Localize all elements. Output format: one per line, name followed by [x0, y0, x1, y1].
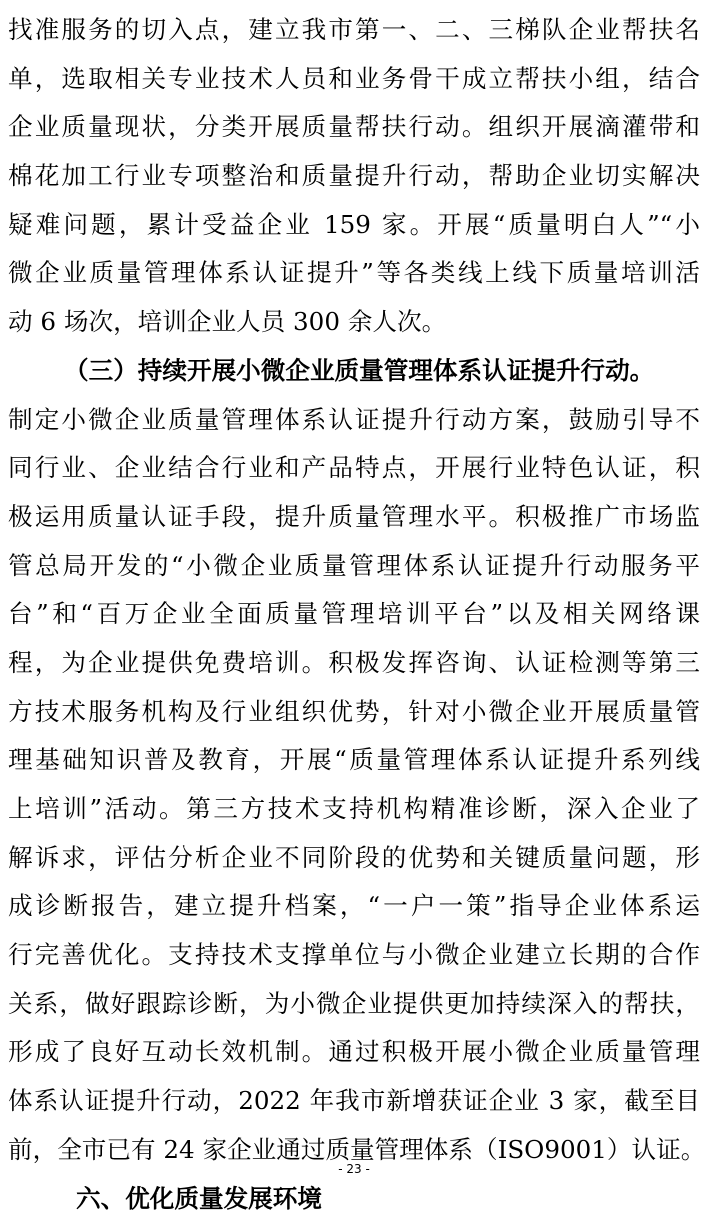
text-line: 上培训”活动。第三方技术支持机构精准诊断，深入企业了: [8, 785, 700, 834]
text-line: 台”和“百万企业全面质量管理培训平台”以及相关网络课: [8, 590, 700, 639]
subheading-3: （三）持续开展小微企业质量管理体系认证提升行动。: [8, 347, 700, 396]
text-line: 成诊断报告，建立提升档案，“一户一策”指导企业体系运: [8, 882, 700, 931]
text-line: 企业质量现状，分类开展质量帮扶行动。组织开展滴灌带和: [8, 103, 700, 152]
text-line: 微企业质量管理体系认证提升”等各类线上线下质量培训活: [8, 249, 700, 298]
document-body: [8, 6, 700, 1223]
text-line: 理基础知识普及教育，开展“质量管理体系认证提升系列线: [8, 736, 700, 785]
text-line: 棉花加工行业专项整治和质量提升行动，帮助企业切实解决: [8, 152, 700, 201]
text-line: 程，为企业提供免费培训。积极发挥咨询、认证检测等第三: [8, 639, 700, 688]
paragraph-certification-improvement: [8, 396, 700, 1175]
text-line: 动 6 场次，培训企业人员 300 余人次。: [8, 298, 700, 347]
text-line: 形成了良好互动长效机制。通过积极开展小微企业质量管理: [8, 1028, 700, 1077]
text-line: 解诉求，评估分析企业不同阶段的优势和关键质量问题，形: [8, 834, 700, 883]
text-line: 单，选取相关专业技术人员和业务骨干成立帮扶小组，结合: [8, 55, 700, 104]
page-number: - 23 -: [0, 1162, 708, 1176]
text-line: 管总局开发的“小微企业质量管理体系认证提升行动服务平: [8, 542, 700, 591]
text-line: 制定小微企业质量管理体系认证提升行动方案，鼓励引导不: [8, 396, 700, 445]
text-line: 行完善优化。支持技术支撑单位与小微企业建立长期的合作: [8, 931, 700, 980]
text-line: 疑难问题，累计受益企业 159 家。开展“质量明白人”“小: [8, 201, 700, 250]
text-line: 前，全市已有 24 家企业通过质量管理体系（ISO9001）认证。: [8, 1126, 700, 1175]
text-line: 体系认证提升行动，2022 年我市新增获证企业 3 家，截至目: [8, 1077, 700, 1126]
text-line: 方技术服务机构及行业组织优势，针对小微企业开展质量管: [8, 688, 700, 737]
text-line: 关系，做好跟踪诊断，为小微企业提供更加持续深入的帮扶，: [8, 980, 700, 1029]
text-line: 极运用质量认证手段，提升质量管理水平。积极推广市场监: [8, 493, 700, 542]
section-heading-6: 六、优化质量发展环境: [8, 1175, 700, 1223]
text-line: 找准服务的切入点，建立我市第一、二、三梯队企业帮扶名: [8, 6, 700, 55]
text-line: 同行业、企业结合行业和产品特点，开展行业特色认证，积: [8, 444, 700, 493]
paragraph-quality-assistance: [8, 6, 700, 347]
